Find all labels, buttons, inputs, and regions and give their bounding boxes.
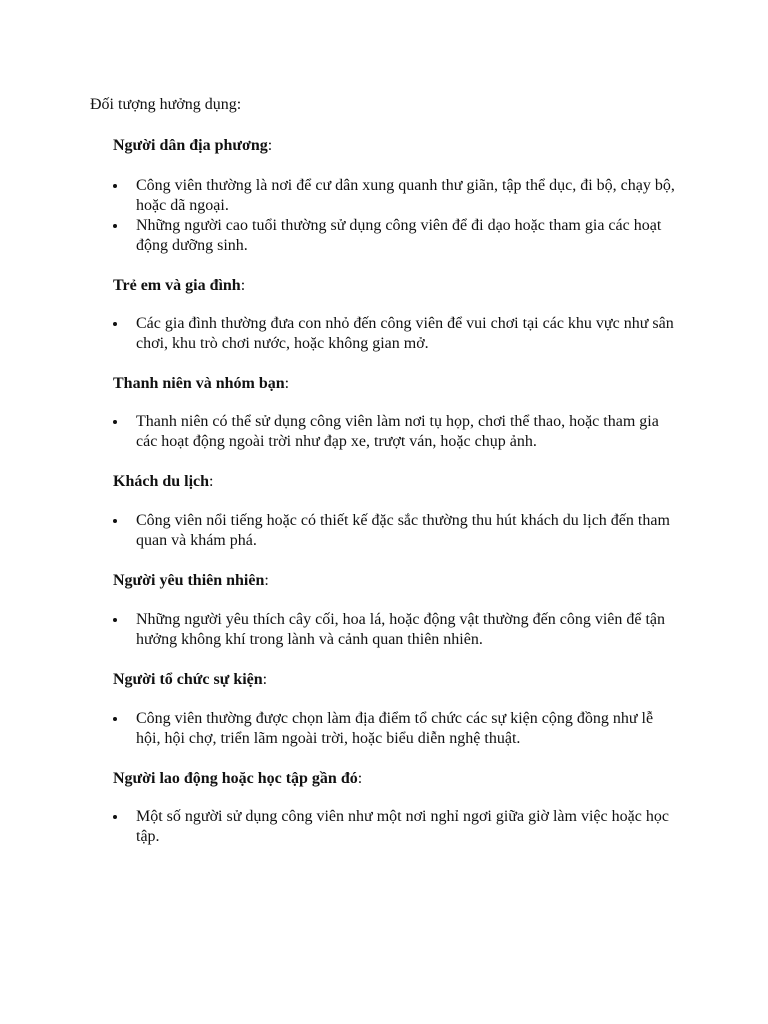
section-heading: Người yêu thiên nhiên: (113, 572, 269, 589)
section-heading: Người lao động hoặc học tập gần đó: (113, 770, 363, 787)
bullet-icon (113, 519, 117, 523)
bullet-icon (113, 717, 117, 721)
section-heading: Người tổ chức sự kiện: (113, 671, 268, 688)
list-item: Công viên thường được chọn làm địa điểm tổ chức các sự kiện cộng đồng như lễ hội, hội chợ, triển lãm ngoài trời, hoặc biểu diễn nghệ thuật. (0, 709, 676, 749)
list-item: Công viên nổi tiếng hoặc có thiết kế đặc sắc thường thu hút khách du lịch đến tham quan và khám phá. (0, 511, 676, 551)
list-item: Một số người sử dụng công viên như một nơi nghỉ ngơi giữa giờ làm việc hoặc học tập. (0, 807, 676, 847)
section-heading: Khách du lịch: (113, 473, 214, 490)
bullet-list (0, 176, 768, 256)
list-item: Những người yêu thích cây cối, hoa lá, hoặc động vật thường đến công viên để tận hưởng không khí trong lành và cảnh quan thiên nhiên. (0, 610, 676, 650)
list-item: Thanh niên có thể sử dụng công viên làm nơi tụ họp, chơi thể thao, hoặc tham gia các hoạt động ngoài trời như đạp xe, trượt ván, hoặc chụp ảnh. (0, 412, 676, 452)
bullet-list (0, 610, 768, 650)
bullet-icon (113, 420, 117, 424)
bullet-icon (113, 815, 117, 819)
bullet-list (0, 709, 768, 749)
section-heading: Trẻ em và gia đình: (113, 277, 246, 294)
bullet-list (0, 511, 768, 551)
bullet-icon (113, 224, 117, 228)
section-heading: Người dân địa phương: (113, 137, 273, 154)
bullet-list (0, 807, 768, 847)
intro-text: Đối tượng hưởng dụng: (90, 96, 242, 113)
list-item: Công viên thường là nơi để cư dân xung quanh thư giãn, tập thể dục, đi bộ, chạy bộ, hoặc dã ngoại. (0, 176, 676, 216)
section-heading: Thanh niên và nhóm bạn: (113, 375, 290, 392)
bullet-list (0, 412, 768, 452)
list-item: Những người cao tuổi thường sử dụng công viên để đi dạo hoặc tham gia các hoạt động dưỡng sinh. (0, 216, 676, 256)
bullet-icon (113, 184, 117, 188)
bullet-icon (113, 322, 117, 326)
bullet-list (0, 314, 768, 354)
list-item: Các gia đình thường đưa con nhỏ đến công viên để vui chơi tại các khu vực như sân chơi, khu trò chơi nước, hoặc không gian mở. (0, 314, 676, 354)
bullet-icon (113, 618, 117, 622)
